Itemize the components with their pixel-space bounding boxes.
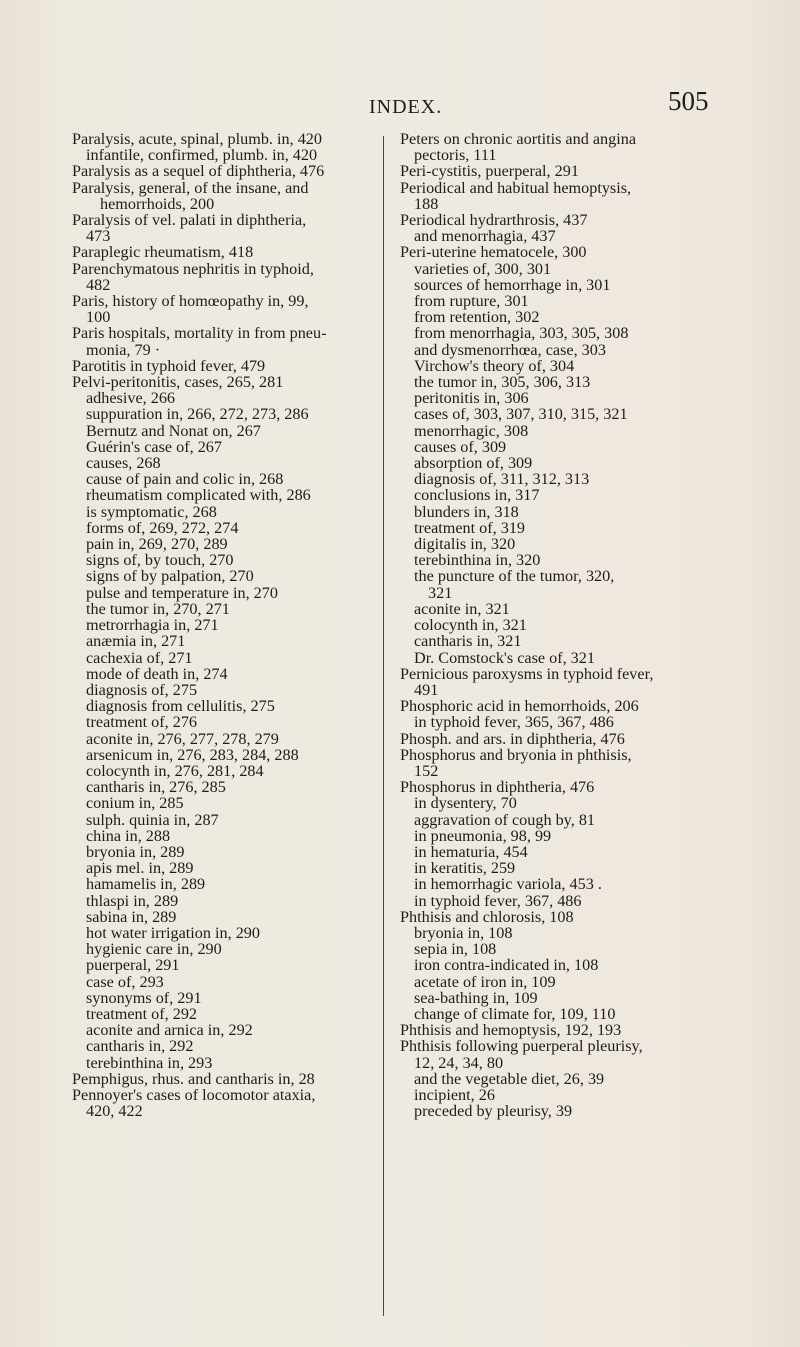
index-subentry: sulph. quinia in, 287 <box>86 810 219 829</box>
index-subentry: hygienic care in, 290 <box>86 940 222 959</box>
index-entry: Parotitis in typhoid fever, 479 <box>72 356 266 375</box>
index-subentry: china in, 288 <box>86 826 171 845</box>
index-subentry: varieties of, 300, 301 <box>414 259 552 278</box>
index-subentry: cantharis in, 292 <box>86 1037 194 1056</box>
index-subentry: peritonitis in, 306 <box>414 389 529 408</box>
index-subentry: in hematuria, 454 <box>414 842 528 861</box>
index-subentry: Guérin's case of, 267 <box>86 437 222 456</box>
index-subentry: conclusions in, 317 <box>414 486 540 505</box>
index-subentry: puerperal, 291 <box>86 956 180 975</box>
index-subentry: cantharis in, 276, 285 <box>86 778 226 797</box>
index-subentry: 188 <box>414 194 439 213</box>
index-subentry: 491 <box>414 680 439 699</box>
index-entry: Peri-cystitis, puerperal, 291 <box>400 162 579 181</box>
index-entry: Phthisis and chlorosis, 108 <box>400 907 574 926</box>
index-entry: Pernicious paroxysms in typhoid fever, <box>400 664 654 683</box>
index-subentry: Bernutz and Nonat on, 267 <box>86 421 261 440</box>
index-subentry: Virchow's theory of, 304 <box>414 356 575 375</box>
index-subentry: iron contra-indicated in, 108 <box>414 956 599 975</box>
index-subentry: bryonia in, 289 <box>86 842 185 861</box>
index-subentry: terebinthina in, 320 <box>414 551 541 570</box>
index-entry: Peters on chronic aortitis and angina <box>400 130 636 148</box>
index-subentry: acetate of iron in, 109 <box>414 972 556 991</box>
index-subentry: diagnosis from cellulitis, 275 <box>86 697 275 716</box>
index-entry: Paris hospitals, mortality in from pneu- <box>72 324 327 343</box>
index-entry: Periodical and habitual hemoptysis, <box>400 178 632 197</box>
index-subentry: change of climate for, 109, 110 <box>414 1004 616 1023</box>
index-subentry: thlaspi in, 289 <box>86 891 179 910</box>
index-subentry: sabina in, 289 <box>86 907 177 926</box>
index-subentry: 12, 24, 34, 80 <box>414 1053 504 1072</box>
index-entry: Paris, history of homœopathy in, 99, <box>72 292 309 311</box>
index-subentry: is symptomatic, 268 <box>86 502 217 521</box>
running-title: INDEX. <box>369 96 443 118</box>
index-subentry: causes, 268 <box>86 454 161 473</box>
index-subentry: from menorrhagia, 303, 305, 308 <box>414 324 629 343</box>
index-subentry: sea-bathing in, 109 <box>414 988 538 1007</box>
index-subentry: hamamelis in, 289 <box>86 875 206 894</box>
index-subentry: colocynth in, 321 <box>414 616 527 635</box>
index-column-left <box>72 131 402 1119</box>
index-entry: Periodical hydrarthrosis, 437 <box>400 211 588 230</box>
index-subentry: 420, 422 <box>86 1102 143 1121</box>
page-number: 505 <box>668 86 709 116</box>
index-subentry: aconite and arnica in, 292 <box>86 1021 253 1040</box>
index-subentry: aggravation of cough by, 81 <box>414 810 596 829</box>
index-entry: Paralysis, general, of the insane, and <box>72 178 309 197</box>
index-subentry: forms of, 269, 272, 274 <box>86 518 239 537</box>
index-subentry: rheumatism complicated with, 286 <box>86 486 311 505</box>
index-subentry: the puncture of the tumor, 320, <box>414 567 615 586</box>
index-entry: Peri-uterine hematocele, 300 <box>400 243 587 262</box>
index-subentry: suppuration in, 266, 272, 273, 286 <box>86 405 309 424</box>
index-subentry: in hemorrhagic variola, 453 . <box>414 875 602 894</box>
index-subentry: 100 <box>86 308 111 327</box>
index-entry: Phosph. and ars. in diphtheria, 476 <box>400 729 625 748</box>
index-subentry: colocynth in, 276, 281, 284 <box>86 761 264 780</box>
index-subentry: and the vegetable diet, 26, 39 <box>414 1069 605 1088</box>
index-subentry: digitalis in, 320 <box>414 535 516 554</box>
column-divider <box>383 136 384 1316</box>
index-entry: Phthisis following puerperal pleurisy, <box>400 1037 643 1056</box>
index-subentry: treatment of, 319 <box>414 518 526 537</box>
index-subentry: absorption of, 309 <box>414 454 533 473</box>
index-subentry: synonyms of, 291 <box>86 988 202 1007</box>
index-column-right <box>400 131 730 1119</box>
index-subentry: and menorrhagia, 437 <box>414 227 556 246</box>
index-subentry: in pneumonia, 98, 99 <box>414 826 552 845</box>
index-subentry: terebinthina in, 293 <box>86 1053 213 1072</box>
index-subentry: treatment of, 276 <box>86 713 198 732</box>
index-subentry: pectoris, 111 <box>414 146 497 165</box>
index-subentry: blunders in, 318 <box>414 502 519 521</box>
index-subentry: sepia in, 108 <box>414 940 497 959</box>
index-subentry: bryonia in, 108 <box>414 923 513 942</box>
index-subentry: cachexia of, 271 <box>86 648 193 667</box>
index-subentry: cause of pain and colic in, 268 <box>86 470 284 489</box>
index-subentry: infantile, confirmed, plumb. in, 420 <box>86 146 318 165</box>
index-subentry: case of, 293 <box>86 972 164 991</box>
index-subentry: apis mel. in, 289 <box>86 859 194 878</box>
index-subentry: hemorrhoids, 200 <box>100 194 215 213</box>
index-entry: Parenchymatous nephritis in typhoid, <box>72 259 314 278</box>
index-subentry: signs of by palpation, 270 <box>86 567 254 586</box>
index-subentry: preceded by pleurisy, 39 <box>414 1102 573 1121</box>
index-subentry: causes of, 309 <box>414 437 507 456</box>
index-subentry: in dysentery, 70 <box>414 794 517 813</box>
index-subentry: Dr. Comstock's case of, 321 <box>414 648 595 667</box>
index-entry: Phosphorus in diphtheria, 476 <box>400 778 595 797</box>
index-entry: Phosphorus and bryonia in phthisis, <box>400 745 632 764</box>
index-subentry: conium in, 285 <box>86 794 184 813</box>
index-subentry: the tumor in, 305, 306, 313 <box>414 373 591 392</box>
index-subentry: in keratitis, 259 <box>414 859 516 878</box>
index-subentry: cantharis in, 321 <box>414 632 522 651</box>
index-subentry: aconite in, 321 <box>414 599 510 618</box>
index-subentry: mode of death in, 274 <box>86 664 228 683</box>
index-subentry: and dysmenorrhœa, case, 303 <box>414 340 606 359</box>
index-entry: Paralysis of vel. palati in diphtheria, <box>72 211 307 230</box>
index-subentry: pulse and temperature in, 270 <box>86 583 278 602</box>
index-entry: Phthisis and hemoptysis, 192, 193 <box>400 1021 622 1040</box>
index-entry: Phosphoric acid in hemorrhoids, 206 <box>400 697 639 716</box>
index-subentry: signs of, by touch, 270 <box>86 551 234 570</box>
index-subentry: diagnosis of, 275 <box>86 680 198 699</box>
index-subentry: from rupture, 301 <box>414 292 529 311</box>
index-subentry: sources of hemorrhage in, 301 <box>414 275 611 294</box>
index-subentry: from retention, 302 <box>414 308 540 327</box>
index-subentry: adhesive, 266 <box>86 389 176 408</box>
index-subentry: the tumor in, 270, 271 <box>86 599 230 618</box>
index-subentry: cases of, 303, 307, 310, 315, 321 <box>414 405 628 424</box>
index-subentry: 321 <box>428 583 453 602</box>
index-subentry: pain in, 269, 270, 289 <box>86 535 228 554</box>
index-entry: Pennoyer's cases of locomotor ataxia, <box>72 1085 316 1104</box>
index-subentry: 473 <box>86 227 111 246</box>
index-subentry: diagnosis of, 311, 312, 313 <box>414 470 590 489</box>
index-subentry: in typhoid fever, 367, 486 <box>414 891 582 910</box>
index-entry: Paralysis, acute, spinal, plumb. in, 420 <box>72 130 322 148</box>
index-subentry: in typhoid fever, 365, 367, 486 <box>414 713 614 732</box>
index-subentry: hot water irrigation in, 290 <box>86 923 260 942</box>
index-subentry: treatment of, 292 <box>86 1004 198 1023</box>
index-subentry: anæmia in, 271 <box>86 632 186 651</box>
index-subentry: aconite in, 276, 277, 278, 279 <box>86 729 279 748</box>
index-entry: Paralysis as a sequel of diphtheria, 476 <box>72 162 325 181</box>
index-subentry: 482 <box>86 275 111 294</box>
index-entry: Pelvi-peritonitis, cases, 265, 281 <box>72 373 284 392</box>
index-subentry: metrorrhagia in, 271 <box>86 616 219 635</box>
index-subentry: arsenicum in, 276, 283, 284, 288 <box>86 745 299 764</box>
index-subentry: incipient, 26 <box>414 1085 495 1104</box>
index-subentry: 152 <box>414 761 439 780</box>
index-entry: Pemphigus, rhus. and cantharis in, 28 <box>72 1069 315 1088</box>
index-subentry: menorrhagic, 308 <box>414 421 529 440</box>
index-entry: Paraplegic rheumatism, 418 <box>72 243 254 262</box>
index-subentry: monia, 79 · <box>86 340 161 359</box>
